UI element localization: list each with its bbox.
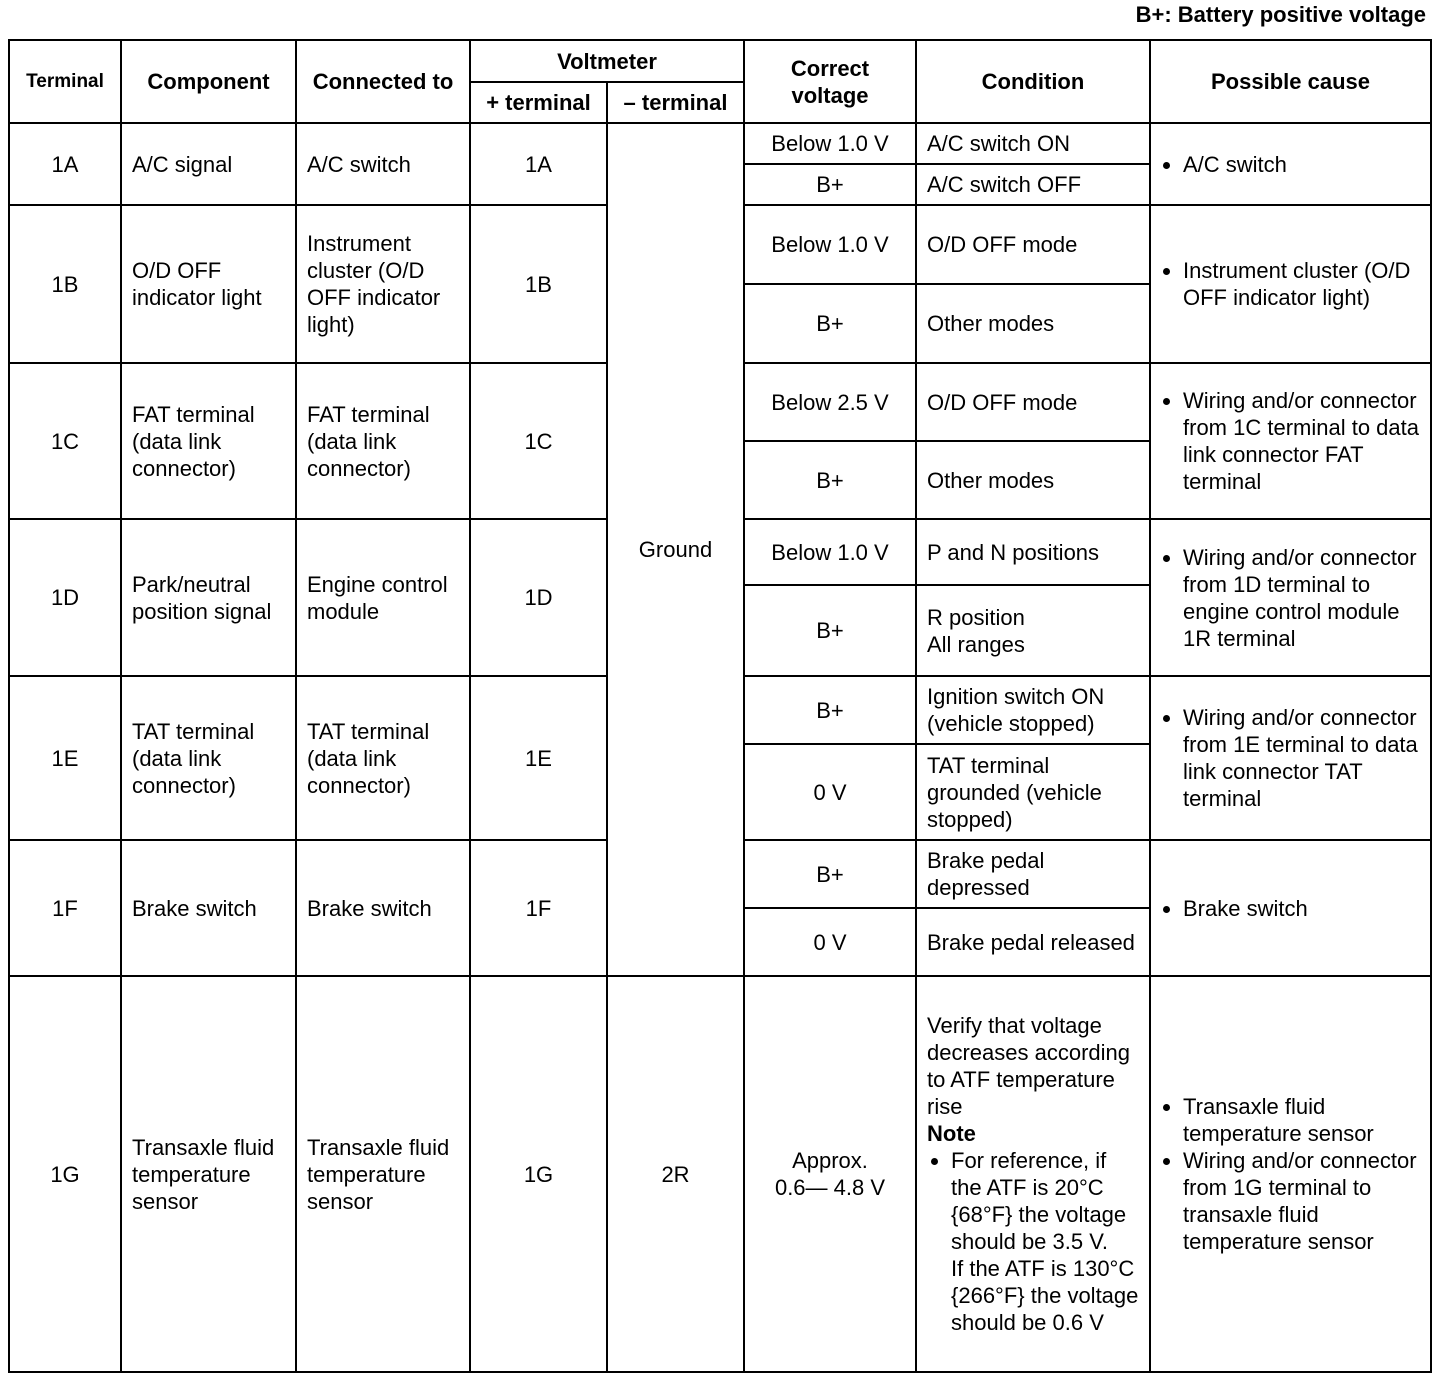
voltage-line: 0.6— 4.8 V — [774, 1175, 886, 1200]
connected-cell: FAT terminal (data link connector) — [296, 363, 470, 519]
condition-cell — [916, 976, 1150, 1372]
cause-cell — [1150, 976, 1431, 1372]
header-correct-voltage: Correct voltage — [744, 40, 916, 123]
component-cell: Brake switch — [121, 840, 296, 976]
terminal-cell: 1B — [9, 205, 121, 363]
terminal-cell: 1C — [9, 363, 121, 519]
condition-cell: A/C switch OFF — [916, 164, 1150, 205]
condition-cell: Other modes — [916, 284, 1150, 363]
voltage-cell: B+ — [744, 840, 916, 908]
voltage-cell: B+ — [744, 585, 916, 676]
connected-cell: Instrument cluster (O/D OFF indicator light) — [296, 205, 470, 363]
condition-line: R position — [927, 604, 1025, 630]
cause-item: • Transaxle fluid temperature sensor — [1183, 1093, 1420, 1147]
voltage-cell: Below 1.0 V — [744, 123, 916, 164]
plus-terminal-cell: 1G — [470, 976, 607, 1372]
voltage-cell: 0 V — [744, 744, 916, 840]
terminal-cell: 1D — [9, 519, 121, 676]
cause-cell — [1150, 676, 1431, 840]
minus-terminal-cell: 2R — [607, 976, 744, 1372]
terminal-cell: 1A — [9, 123, 121, 205]
header-connected-to: Connected to — [296, 40, 470, 123]
connected-cell: Brake switch — [296, 840, 470, 976]
condition-line: All ranges — [927, 631, 1025, 657]
header-component: Component — [121, 40, 296, 123]
table-row — [9, 976, 1431, 1372]
condition-cell: Other modes — [916, 441, 1150, 519]
component-cell: A/C signal — [121, 123, 296, 205]
cause-item: • Wiring and/or connector from 1D terminal to engine control module 1R terminal — [1183, 544, 1420, 652]
minus-terminal-ground-cell: Ground — [607, 123, 744, 976]
cause-cell — [1150, 840, 1431, 976]
connected-cell: Transaxle fluid temperature sensor — [296, 976, 470, 1372]
cause-item: • Wiring and/or connector from 1G terminal to transaxle fluid temperature sensor — [1183, 1147, 1420, 1255]
plus-terminal-cell: 1B — [470, 205, 607, 363]
note-text: If the ATF is 130°C {266°F} the voltage should be 0.6 V — [951, 1256, 1139, 1335]
condition-cell: Ignition switch ON (vehicle stopped) — [916, 676, 1150, 744]
plus-terminal-cell: 1A — [470, 123, 607, 205]
cause-cell — [1150, 519, 1431, 676]
component-cell: Transaxle fluid temperature sensor — [121, 976, 296, 1372]
note-text: • For reference, if the ATF is 20°C {68°F} the voltage should be 3.5 V. — [951, 1148, 1127, 1254]
voltage-cell: B+ — [744, 441, 916, 519]
condition-cell: Brake pedal released — [916, 908, 1150, 976]
plus-terminal-cell: 1D — [470, 519, 607, 676]
cause-item: • Wiring and/or connector from 1E terminal to data link connector TAT terminal — [1183, 704, 1420, 812]
terminal-cell: 1G — [9, 976, 121, 1372]
cause-item: • Instrument cluster (O/D OFF indicator light) — [1183, 257, 1420, 311]
voltage-cell — [744, 976, 916, 1372]
voltage-cell: Below 1.0 V — [744, 519, 916, 585]
battery-legend: B+: Battery positive voltage — [1135, 2, 1426, 27]
cause-cell — [1150, 363, 1431, 519]
terminal-voltage-table — [8, 39, 1432, 1373]
cause-cell — [1150, 123, 1431, 205]
voltage-cell: B+ — [744, 284, 916, 363]
voltage-cell: B+ — [744, 164, 916, 205]
voltage-cell: 0 V — [744, 908, 916, 976]
note-list — [927, 1147, 1139, 1336]
component-cell: Park/neutral position signal — [121, 519, 296, 676]
header-terminal: Terminal — [9, 40, 121, 123]
terminal-cell: 1F — [9, 840, 121, 976]
cause-item: • Wiring and/or connector from 1C terminal to data link connector FAT terminal — [1183, 387, 1420, 495]
voltage-cell: Below 2.5 V — [744, 363, 916, 441]
plus-terminal-cell: 1E — [470, 676, 607, 840]
header-possible-cause: Possible cause — [1150, 40, 1431, 123]
component-cell: FAT terminal (data link connector) — [121, 363, 296, 519]
connected-cell: Engine control module — [296, 519, 470, 676]
note-label: Note — [927, 1121, 976, 1146]
plus-terminal-cell: 1F — [470, 840, 607, 976]
condition-cell: P and N positions — [916, 519, 1150, 585]
header-minus-terminal: – terminal — [607, 82, 744, 123]
connected-cell: TAT terminal (data link connector) — [296, 676, 470, 840]
condition-cell: A/C switch ON — [916, 123, 1150, 164]
condition-cell: Brake pedal depressed — [916, 840, 1150, 908]
header-plus-terminal: + terminal — [470, 82, 607, 123]
cause-item: • Brake switch — [1183, 895, 1420, 922]
cause-cell — [1150, 205, 1431, 363]
header-voltmeter: Voltmeter — [470, 40, 744, 82]
note-item — [951, 1147, 1139, 1336]
condition-cell — [916, 585, 1150, 676]
terminal-cell: 1E — [9, 676, 121, 840]
header-condition: Condition — [916, 40, 1150, 123]
plus-terminal-cell: 1C — [470, 363, 607, 519]
condition-cell: TAT terminal grounded (vehicle stopped) — [916, 744, 1150, 840]
condition-cell: O/D OFF mode — [916, 363, 1150, 441]
voltage-line: Approx. — [792, 1148, 868, 1173]
cause-item: • A/C switch — [1183, 151, 1420, 178]
component-cell: TAT terminal (data link connector) — [121, 676, 296, 840]
component-cell: O/D OFF indicator light — [121, 205, 296, 363]
condition-cell: O/D OFF mode — [916, 205, 1150, 284]
connected-cell: A/C switch — [296, 123, 470, 205]
table-row — [9, 123, 1431, 164]
condition-main: Verify that voltage decreases according to ATF temperature rise — [927, 1013, 1131, 1119]
voltage-cell: B+ — [744, 676, 916, 744]
voltage-cell: Below 1.0 V — [744, 205, 916, 284]
